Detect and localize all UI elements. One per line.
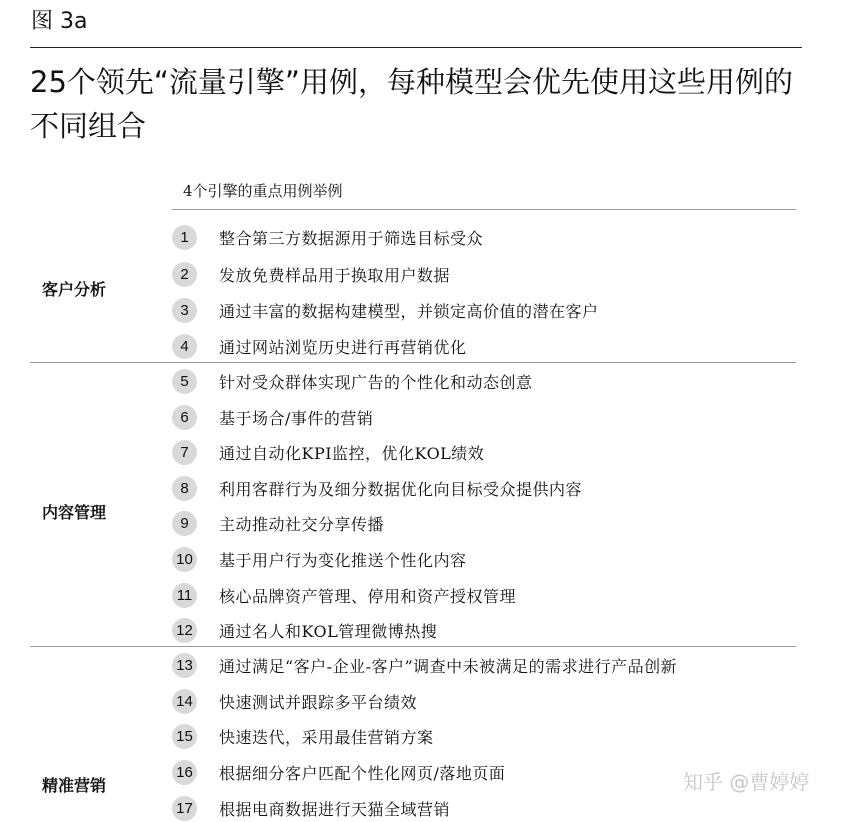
list-item <box>172 687 417 715</box>
list-item <box>172 438 484 466</box>
item-number-badge: 17 <box>172 796 197 821</box>
item-number-badge: 14 <box>172 689 197 714</box>
list-item <box>172 332 467 360</box>
item-text: 根据细分客户匹配个性化网页/落地页面 <box>219 763 506 783</box>
item-number-badge: 2 <box>172 262 197 287</box>
item-text: 根据电商数据进行天猫全域营销 <box>219 799 451 819</box>
item-number-badge: 8 <box>172 476 197 501</box>
list-item <box>172 651 677 679</box>
item-number-badge: 7 <box>172 440 197 465</box>
list-item <box>172 223 483 251</box>
item-text: 利用客群行为及细分数据优化向目标受众提供内容 <box>219 479 583 499</box>
list-item <box>172 296 599 324</box>
item-number-badge: 3 <box>172 298 197 323</box>
item-number-badge: 5 <box>172 369 197 394</box>
item-text: 快速测试并跟踪多平台绩效 <box>219 692 418 712</box>
item-number-badge: 1 <box>172 225 197 250</box>
item-number-badge: 9 <box>172 511 197 536</box>
section-label-content-management: 内容管理 <box>42 503 107 522</box>
item-text: 主动推动社交分享传播 <box>219 514 385 534</box>
item-number-badge: 4 <box>172 334 197 359</box>
list-item <box>172 758 505 786</box>
item-number-badge: 15 <box>172 724 197 749</box>
list-item <box>172 616 437 644</box>
list-item <box>172 474 582 502</box>
figure-label: 图 3a <box>31 9 88 34</box>
item-text: 核心品牌资产管理、停用和资产授权管理 <box>219 586 517 606</box>
table-subheader: 4个引擎的重点用例举例 <box>183 182 343 200</box>
subheader-divider <box>172 209 796 210</box>
item-text: 通过自动化KPI监控，优化KOL绩效 <box>219 443 485 463</box>
item-text: 通过网站浏览历史进行再营销优化 <box>219 337 467 357</box>
item-text: 针对受众群体实现广告的个性化和动态创意 <box>219 372 533 392</box>
item-text: 通过满足“客户-企业-客户”调查中未被满足的需求进行产品创新 <box>219 656 678 676</box>
item-number-badge: 10 <box>172 547 197 572</box>
list-item <box>172 367 533 395</box>
section-divider <box>30 362 796 363</box>
section-divider <box>30 646 796 647</box>
item-text: 基于场合/事件的营销 <box>219 408 374 428</box>
item-text: 基于用户行为变化推送个性化内容 <box>219 550 467 570</box>
list-item <box>172 403 373 431</box>
item-text: 发放免费样品用于换取用户数据 <box>219 265 451 285</box>
item-text: 通过名人和KOL管理微博热搜 <box>219 621 438 641</box>
list-item <box>172 545 467 573</box>
list-item <box>172 794 450 822</box>
item-text: 通过丰富的数据构建模型，并锁定高价值的潜在客户 <box>219 301 599 321</box>
item-number-badge: 6 <box>172 405 197 430</box>
watermark: 知乎 @曹婷婷 <box>683 770 810 794</box>
list-item <box>172 581 516 609</box>
list-item <box>172 722 434 750</box>
item-number-badge: 11 <box>172 583 197 608</box>
list-item <box>172 260 450 288</box>
section-label-customer-analysis: 客户分析 <box>42 280 107 299</box>
item-number-badge: 13 <box>172 653 197 678</box>
item-number-badge: 16 <box>172 760 197 785</box>
page-title: 25个领先“流量引擎”用例，每种模型会优先使用这些用例的不同组合 <box>30 65 793 143</box>
list-item <box>172 509 384 537</box>
section-label-precision-marketing: 精准营销 <box>42 776 107 795</box>
item-text: 整合第三方数据源用于筛选目标受众 <box>219 228 484 248</box>
item-number-badge: 12 <box>172 618 197 643</box>
top-divider <box>30 47 802 48</box>
item-text: 快速迭代，采用最佳营销方案 <box>219 727 434 747</box>
